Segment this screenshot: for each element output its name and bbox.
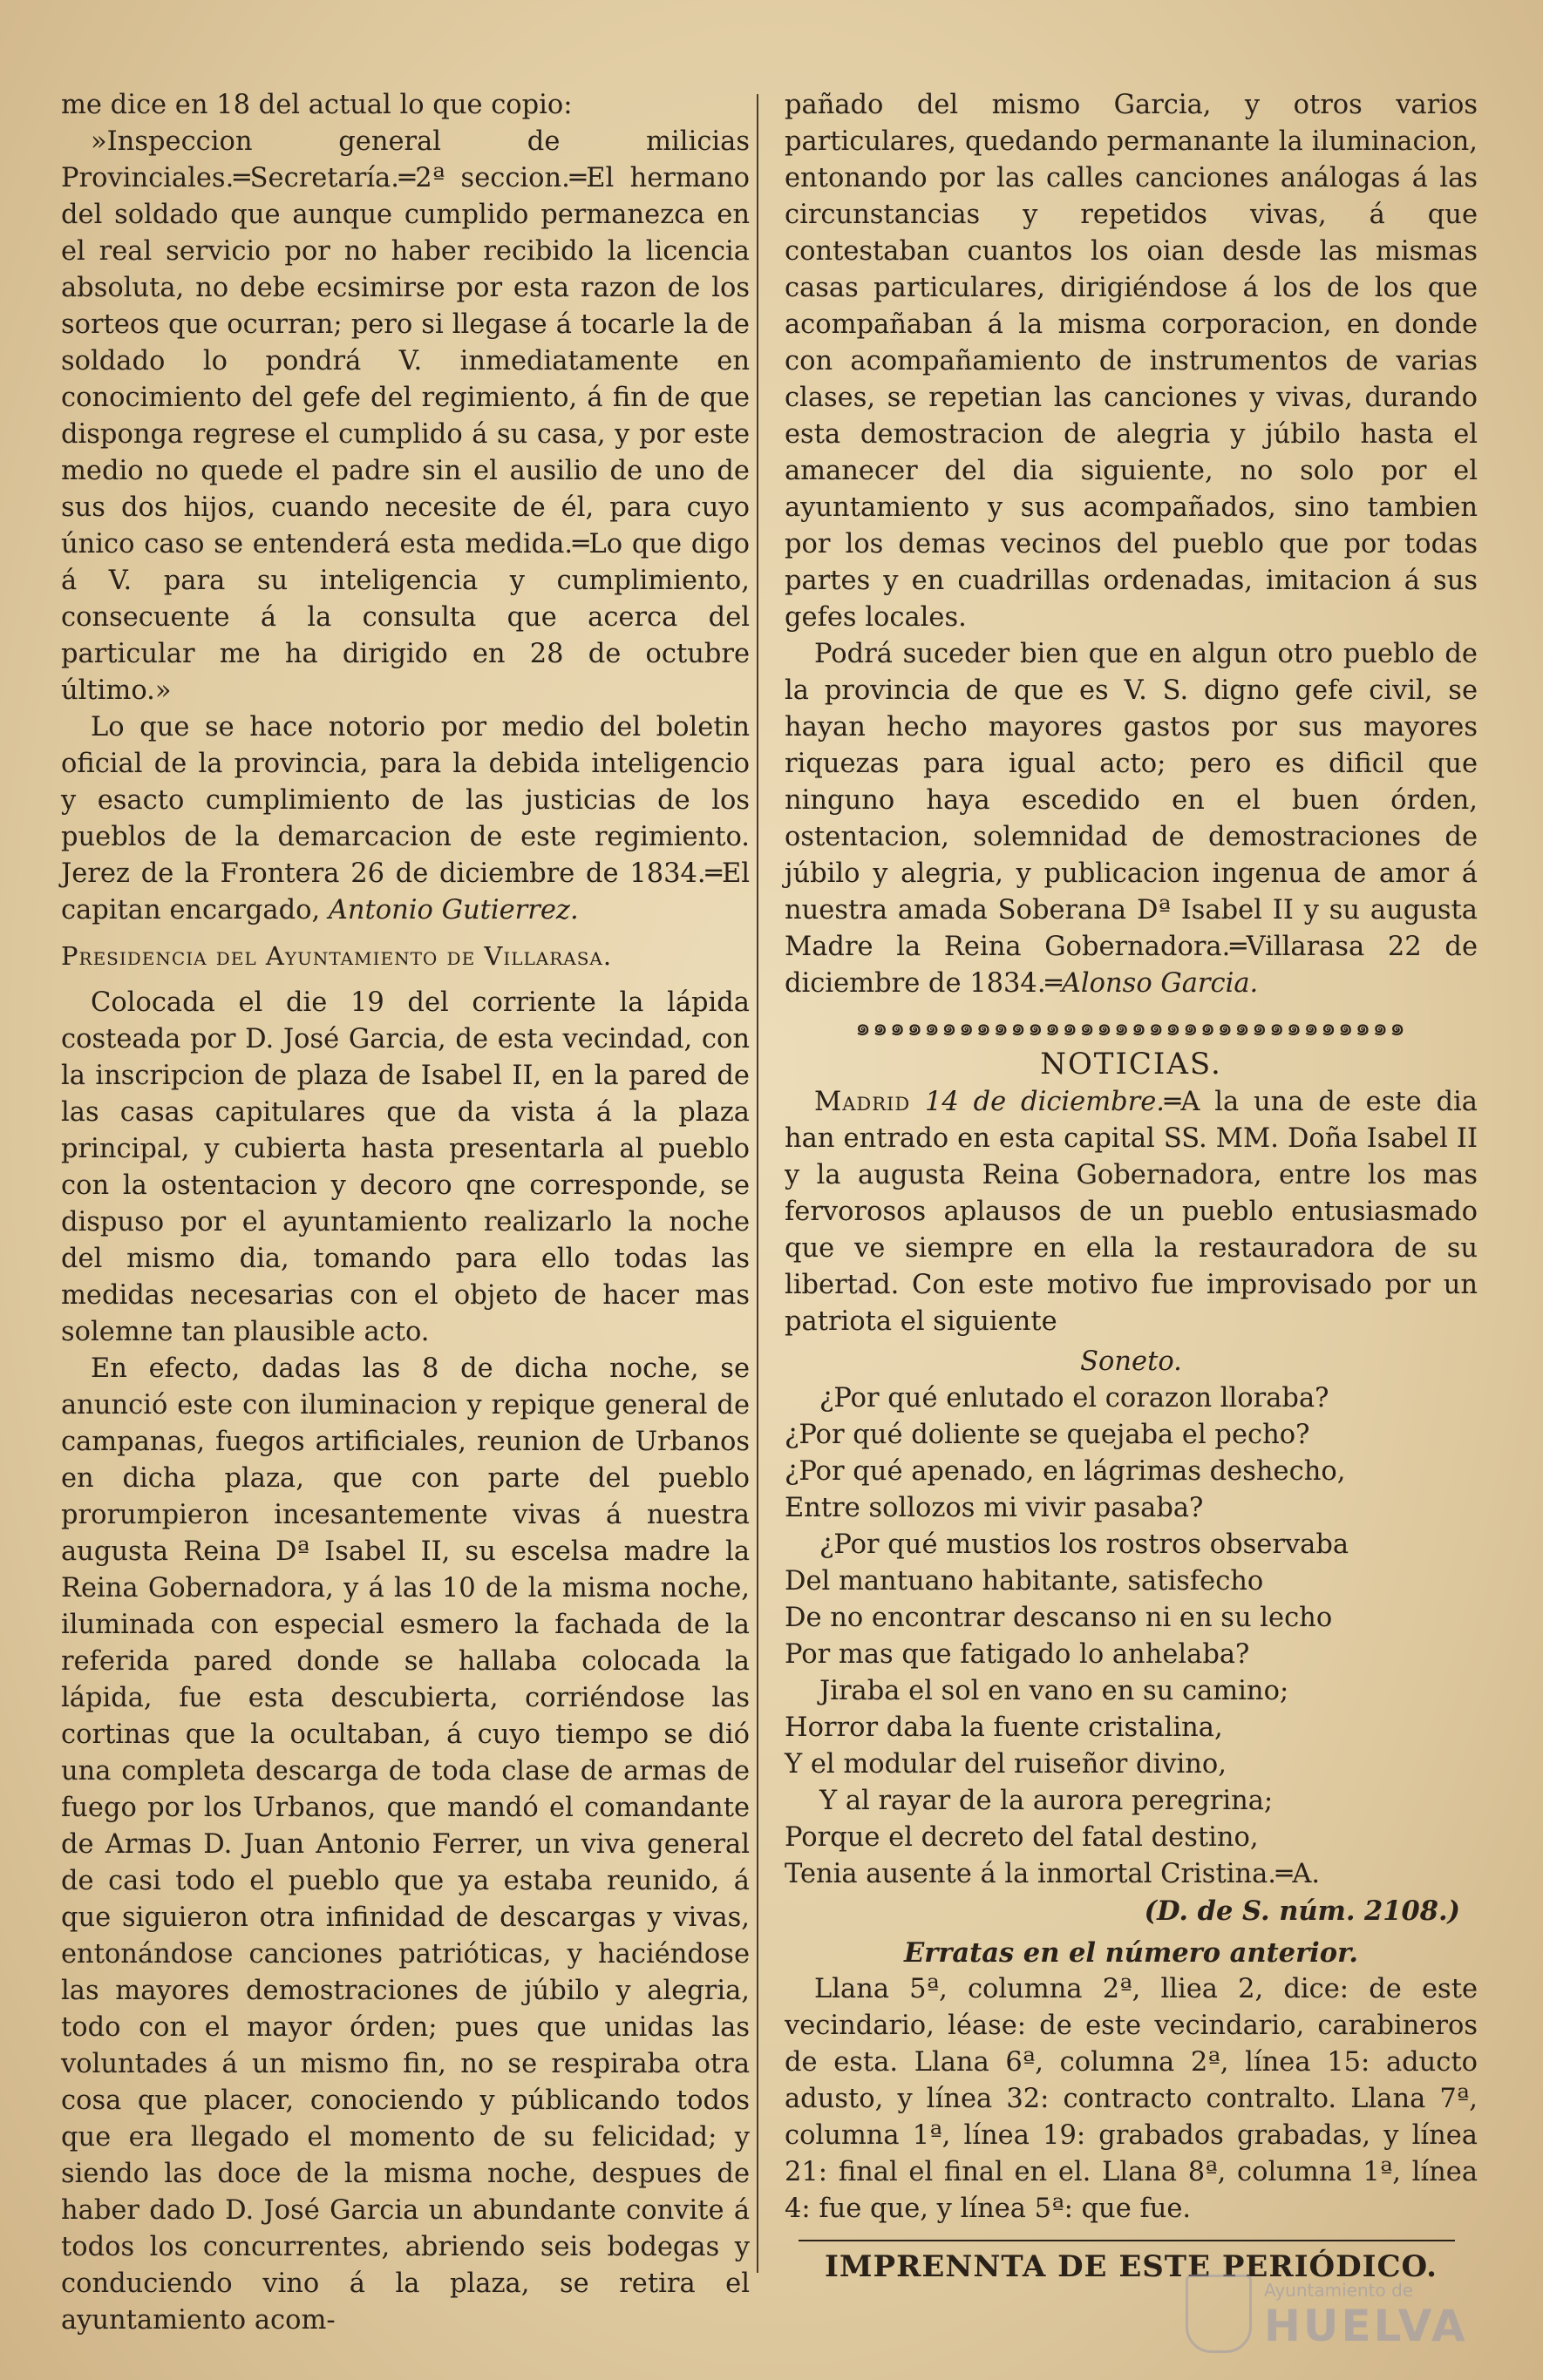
poem-line: ¿Por qué enlutado el corazon lloraba? [819, 1383, 1329, 1414]
left-paragraph-4: Colocada el die 19 del corriente la lápida costeada por D. José Garcia, de esta vecindad, con la inscripcion de plaza de Isabel II, en la pared de las casas capitulares que da vista á la plaza principal, y cubierta hasta presentarla al pueblo con la ostentacion y decoro qne corresponde, se dispuso por el ayuntamiento realizarlo la noche del mismo dia, tomando para ello todas las medidas necesarias con el objeto de hacer mas solemne tan plausible acto. [61, 987, 750, 1347]
poem-line: De no encontrar descanso ni en su lecho [785, 1603, 1333, 1633]
madrid-paragraph [785, 1084, 1478, 1340]
bottom-rule [799, 2240, 1455, 2241]
poem-line: ¿Por qué mustios los rostros observaba [819, 1529, 1349, 1560]
poem-line: Del mantuano habitante, satisfecho [785, 1566, 1264, 1597]
poem-source: (D. de S. núm. 2108.) [1144, 1895, 1460, 1927]
poem-line: Jiraba el sol en vano en su camino; [819, 1676, 1289, 1706]
watermark-line-1: Ayuntamiento de [1264, 2280, 1414, 2301]
right-paragraph-2-text: Podrá suceder bien que en algun otro pueblo de la provincia de que es V. S. digno gefe civil, se hayan hecho mayores gastos por sus mayores riquezas para igual acto; pero es dificil que ninguno haya escedido en el buen órden, ostentacion, solemnidad de demostraciones de júbilo y alegria, y publicacion ingenua de amor á nuestra amada Soberana Dª Isabel II y su augusta Madre la Reina Gobernadora.═Villarasa 22 de diciembre de 1834.═ [785, 639, 1478, 999]
right-column [785, 87, 1478, 2285]
madrid-text: ═A la una de este dia han entrado en esta capital SS. MM. Doña Isabel II y la augusta Reina Gobernadora, entre los mas fervorosos aplausos de un pueblo entusiasmado que ve siempre en ella la restauradora de su libertad. Con este motivo fue improvisado por un patriota el siguiente [785, 1087, 1478, 1337]
imprenta-footer: IMPRENNTA DE ESTE PERIÓDICO. [824, 2249, 1438, 2284]
soneto-title: Soneto. [1080, 1346, 1182, 1377]
huelva-watermark [1186, 2275, 1482, 2353]
left-paragraph-2: »Inspeccion general de milicias Provinciales.═Secretaría.═2ª seccion.═El hermano del soldado que aunque cumplido permanezca en el real servicio por no haber recibido la licencia absoluta, no debe ecsimirse por esta razon de los sorteos que ocurran; pero si llegase á tocarle la de soldado lo pondrá V. inmediatamente en conocimiento del gefe del regimiento, á fin de que disponga regrese el cumplido á su casa, y por este medio no quede el padre sin el ausilio de uno de sus dos hijos, cuando necesite de él, para cuyo único caso se entenderá esta medida.═Lo que digo á V. para su inteligencia y cumplimiento, consecuente á la consulta que acerca del particular me ha dirigido en 28 de octubre último.» [61, 126, 750, 706]
poem-line: Por mas que fatigado lo anhelaba? [785, 1639, 1250, 1670]
poem-line: Porque el decreto del fatal destino, [785, 1822, 1259, 1853]
sonnet [785, 1380, 1478, 1893]
poem-line: Horror daba la fuente cristalina, [785, 1712, 1223, 1743]
noticias-title: NOTICIAS. [1040, 1047, 1222, 1082]
poem-line: Entre sollozos mi vivir pasaba? [785, 1493, 1204, 1523]
madrid-date: 14 de diciembre. [925, 1087, 1165, 1117]
ornament-divider: ๑๑๑๑๑๑๑๑๑๑๑๑๑๑๑๑๑๑๑๑๑๑๑๑๑๑๑๑๑๑๑๑ [855, 1013, 1407, 1041]
poem-line: Y al rayar de la aurora peregrina; [819, 1786, 1274, 1816]
column-divider [757, 94, 758, 2273]
poem-line: ¿Por qué apenado, en lágrimas deshecho, [785, 1456, 1346, 1487]
signature-gutierrez: Antonio Gutierrez. [328, 895, 579, 926]
coat-of-arms-icon [1186, 2275, 1252, 2353]
right-paragraph-2 [785, 636, 1478, 1002]
watermark-line-2: HUELVA [1264, 2301, 1468, 2351]
poem-line: Y el modular del ruiseñor divino, [785, 1749, 1227, 1780]
right-paragraph-1: pañado del mismo Garcia, y otros varios particulares, quedando permanante la iluminacion, entonando por las calles canciones análogas á las circunstancias y repetidos vivas, á que contestaban cuantos los oian desde las mismas casas particulares, dirigiéndose á los de los que acompañaban á la misma corporacion, en donde con acompañamiento de instrumentos de varias clases, se repetian las canciones y vivas, durando esta demostracion de alegria y júbilo hasta el amanecer del dia siguiente, no solo por el ayuntamiento y sus acompañados, sino tambien por los demas vecinos del pueblo que por todas partes y en cuadrillas ordenadas, imitacion á sus gefes locales. [785, 90, 1478, 633]
signature-garcia: Alonso Garcia. [1061, 968, 1259, 999]
left-column [61, 87, 750, 2339]
erratas-title: Erratas en el número anterior. [904, 1937, 1358, 1969]
poem-line: Tenia ausente á la inmortal Cristina.═A. [785, 1859, 1321, 1889]
erratas-paragraph: Llana 5ª, columna 2ª, lliea 2, dice: de este vecindario, léase: de este vecindario, carabineros de esta. Llana 6ª, columna 2ª, línea 15: aducto adusto, y línea 32: contracto contralto. Llana 7ª, columna 1ª, línea 19: grabados grabadas, y línea 21: final el final en el. Llana 8ª, columna 1ª, línea 4: fue que, y línea 5ª: que fue. [785, 1974, 1478, 2224]
madrid-place: Madrid [814, 1087, 911, 1117]
left-paragraph-3 [61, 709, 750, 929]
section-heading-villarasa: Presidencia del Ayuntamiento de Villarasa. [61, 941, 613, 971]
left-paragraph-5: En efecto, dadas las 8 de dicha noche, se anunció este con iluminacion y repique general de campanas, fuegos artificiales, reunion de Urbanos en dicha plaza, que con parte del pueblo prorumpieron incesantemente vivas á nuestra augusta Reina Dª Isabel II, su escelsa madre la Reina Gobernadora, y á las 10 de la misma noche, iluminada con especial esmero la fachada de la referida pared donde se hallaba colocada la lápida, fue esta descubierta, corriéndose las cortinas que la ocultaban, á cuyo tiempo se dió una completa descarga de toda clase de armas de fuego por los Urbanos, que mandó el comandante de Armas D. Juan Antonio Ferrer, un viva general de casi todo el pueblo que ya estaba reunido, á que siguieron otra infinidad de descargas y vivas, entonándose canciones patrióticas, y haciéndose las mayores demostraciones de júbilo y alegria, todo con el mayor órden; pues que unidas las voluntades á un mismo fin, no se respiraba otra cosa que placer, conociendo y públicando todos que era llegado el momento de su felicidad; y siendo las doce de la misma noche, despues de haber dado D. José Garcia un abundante convite á todos los concurrentes, abriendo seis bodegas y conduciendo vino á la plaza, se retira el ayuntamiento acom- [61, 1353, 750, 2336]
left-paragraph-3-text: Lo que se hace notorio por medio del boletin oficial de la provincia, para la debida inteligencio y esacto cumplimiento de las justicias de los pueblos de la demarcacion de este regimiento. Jerez de la Frontera 26 de diciembre de 1834.═El capitan encargado, [61, 712, 750, 926]
poem-line: ¿Por qué doliente se quejaba el pecho? [785, 1420, 1310, 1450]
left-paragraph-1: me dice en 18 del actual lo que copio: [61, 90, 573, 120]
